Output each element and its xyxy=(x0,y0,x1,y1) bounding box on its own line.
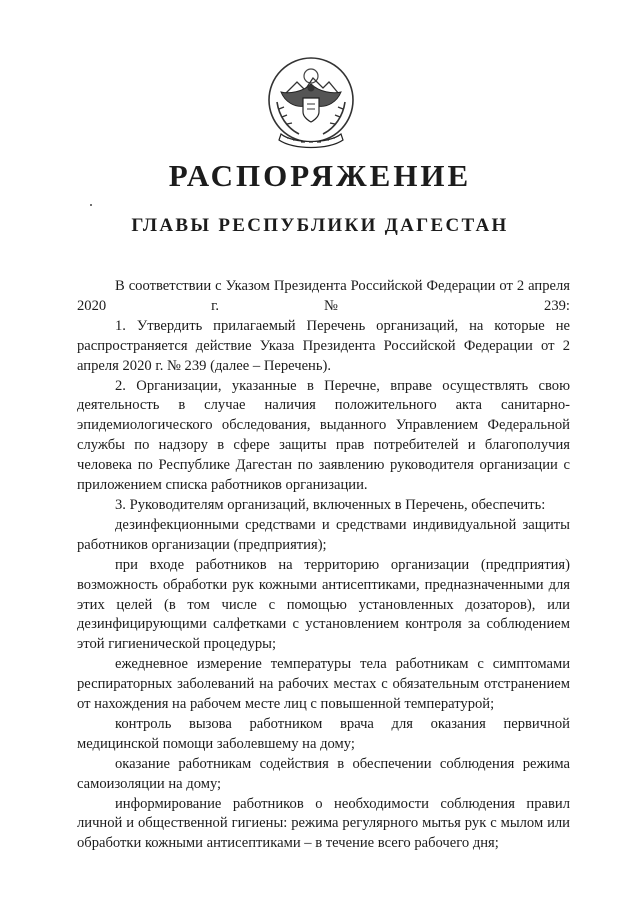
scan-speck xyxy=(90,204,92,206)
dagestan-coat-of-arms-icon xyxy=(263,54,359,150)
paragraph-item-1: 1. Утвердить прилагаемый Перечень организаций, на которые не распространяется действие Указа Президента Российской Федерации от 2 апреля 2020 г. № 239 (далее – Перечень). xyxy=(77,317,570,374)
paragraph-item-2: 2. Организации, указанные в Перечне, вправе осуществлять свою деятельность в случае наличия положительного акта санитарно-эпидемиологического обследования, выданного Управлением Федеральной службы по надзору в сфере защиты прав потребителей и благополучия человека по Республике Дагестан по заявлению руководителя организации с приложением списка работников организации. xyxy=(77,377,570,494)
paragraph-item-3-hygiene: информирование работников о необходимости соблюдения правил личной и общественной гигиены: режима регулярного мытья рук с мылом или обработки кожными антисептиками – в течение всего рабочего дня; xyxy=(77,795,570,852)
document-subtitle: ГЛАВЫ РЕСПУБЛИКИ ДАГЕСТАН xyxy=(131,215,509,236)
paragraph-item-3-self-isolation: оказание работникам содействия в обеспечении соблюдения режима самоизоляции на дому; xyxy=(77,755,570,792)
paragraph-item-3-antiseptics: при входе работников на территорию организации (предприятия) возможность обработки рук кожными антисептиками, предназначенными для этих целей (в том числе с помощью установленных дозаторов), или дезинфицирующими салфетками с установлением контроля за соблюдением этой гигиенической процедуры; xyxy=(77,556,570,653)
coat-of-arms-emblem xyxy=(263,54,359,150)
paragraph-item-3-disinfection: дезинфекционными средствами и средствами индивидуальной защиты работников организации (предприятия); xyxy=(77,516,570,553)
document-title: РАСПОРЯЖЕНИЕ xyxy=(168,158,472,193)
document-body xyxy=(77,277,570,854)
paragraph-item-3: 3. Руководителям организаций, включенных в Перечень, обеспечить: xyxy=(115,496,546,513)
paragraph-item-3-doctor-call: контроль вызова работником врача для оказания первичной медицинской помощи заболевшему на дому; xyxy=(77,715,570,752)
paragraph-preamble: В соответствии с Указом Президента Российской Федерации от 2 апреля 2020 г. № 239: xyxy=(77,278,570,314)
paragraph-item-3-temperature: ежедневное измерение температуры тела работникам с симптомами респираторных заболеваний на рабочих местах с обязательным отстранением от нахождения на рабочем месте лиц с повышенной температурой; xyxy=(77,656,570,713)
